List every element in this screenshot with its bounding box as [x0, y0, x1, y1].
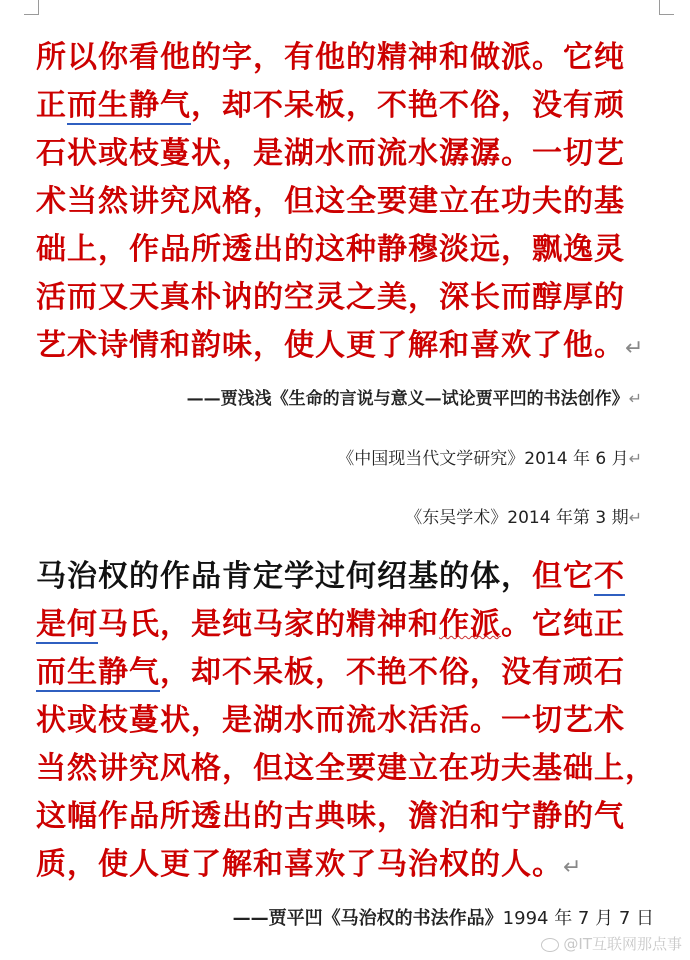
paragraph-mark-icon: ↵	[628, 389, 642, 408]
text-line: 艺术诗情和韵味，使人更了解和喜欢了他。↵	[36, 328, 645, 363]
citation-author-title: ——贾浅浅《生命的言说与意义—试论贾平凹的书法创作》↵	[186, 389, 642, 409]
text-line: 术当然讲究风格，但这全要建立在功夫的基	[36, 184, 625, 219]
text-line: 状或枝蔓状，是湖水而流水活活。一切艺术	[36, 703, 625, 738]
paragraph-mark-icon: ↵	[628, 449, 642, 468]
text-line: 是何马氏，是纯马家的精神和作派。它纯正	[36, 607, 625, 642]
paragraph-mark-icon: ↵	[625, 336, 645, 361]
text-line: 所以你看他的字，有他的精神和做派。它纯	[36, 40, 625, 75]
citation-journal: 《东吴学术》2014 年第 3 期↵	[405, 508, 642, 528]
citation-journal: 《中国现当代文学研究》2014 年 6 月↵	[337, 449, 642, 469]
text-line: 质，使人更了解和喜欢了马治权的人。↵	[36, 847, 583, 882]
text-line: 础上，作品所透出的这种静穆淡远，飘逸灵	[36, 232, 625, 267]
paragraph-mark-icon: ↵	[628, 508, 642, 527]
text-line: 正而生静气，却不呆板，不艳不俗，没有顽	[36, 88, 625, 123]
paragraph-mark-icon: ↵	[563, 855, 583, 880]
weibo-logo-icon	[541, 938, 559, 952]
text-line: 石状或枝蔓状，是湖水而流水潺潺。一切艺	[36, 136, 625, 171]
page-corner-mark-left	[24, 0, 39, 15]
page-corner-mark-right	[659, 0, 674, 15]
text-line: 这幅作品所透出的古典味，澹泊和宁静的气	[36, 799, 625, 834]
underlined-phrase: 而生静气	[36, 655, 160, 690]
underlined-phrase: 而生静气	[67, 88, 191, 123]
text-line: 活而又天真朴讷的空灵之美，深长而醇厚的	[36, 280, 625, 315]
spellcheck-underlined-phrase: 作派	[439, 607, 501, 642]
text-line: 当然讲究风格，但这全要建立在功夫基础上，	[36, 751, 656, 786]
text-line: 马治权的作品肯定学过何绍基的体，但它不	[36, 559, 625, 594]
quote-paragraph-1	[36, 34, 666, 373]
underlined-phrase: 不	[594, 559, 625, 594]
citation-author-date: ——贾平凹《马治权的书法作品》1994 年 7 月 7 日	[232, 908, 654, 929]
underlined-phrase: 是何	[36, 607, 98, 642]
quote-paragraph-2	[36, 553, 666, 892]
watermark: @IT互联网那点事	[541, 933, 682, 954]
text-line: 而生静气，却不呆板，不艳不俗，没有顽石	[36, 655, 625, 690]
